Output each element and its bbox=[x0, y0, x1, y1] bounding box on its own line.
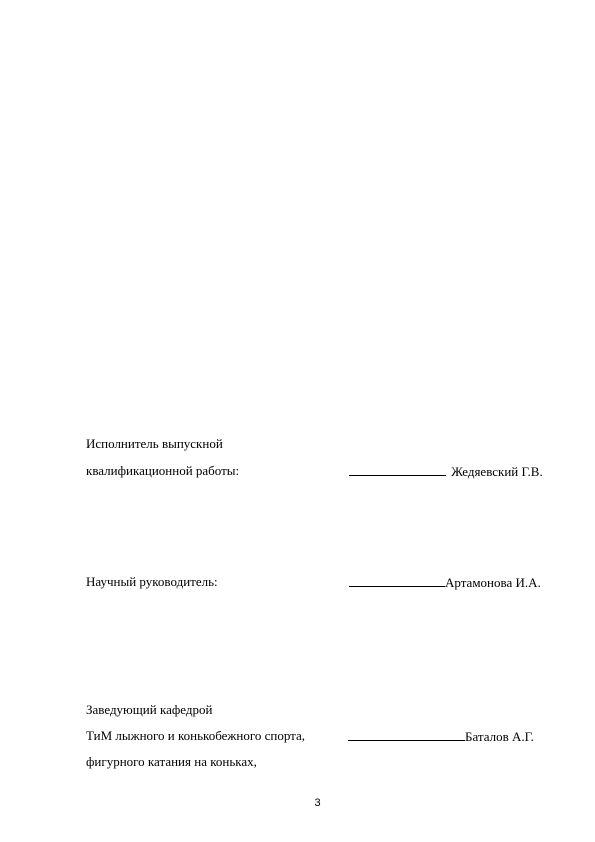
executor-label-line1: Исполнитель выпускной bbox=[86, 436, 223, 451]
executor-name: Жедяевский Г.В. bbox=[451, 464, 543, 479]
executor-label-line2: квалификационной работы: bbox=[86, 463, 240, 478]
head-signature-row bbox=[348, 728, 534, 745]
head-label-line1: Заведующий кафедрой bbox=[86, 702, 213, 717]
head-signature-line bbox=[348, 728, 465, 741]
head-name: Баталов А.Г. bbox=[465, 729, 534, 744]
supervisor-signature-line bbox=[349, 574, 445, 587]
head-label-line3: фигурного катания на коньках, bbox=[86, 754, 257, 769]
supervisor-name: Артамонова И.А. bbox=[445, 575, 541, 590]
executor-signature-row bbox=[349, 463, 543, 480]
supervisor-signature-row bbox=[349, 574, 541, 591]
page-number: 3 bbox=[314, 797, 321, 809]
head-label-line2: ТиМ лыжного и конькобежного спорта, bbox=[86, 728, 306, 743]
supervisor-label: Научный руководитель: bbox=[86, 574, 218, 589]
executor-signature-line bbox=[349, 463, 446, 476]
